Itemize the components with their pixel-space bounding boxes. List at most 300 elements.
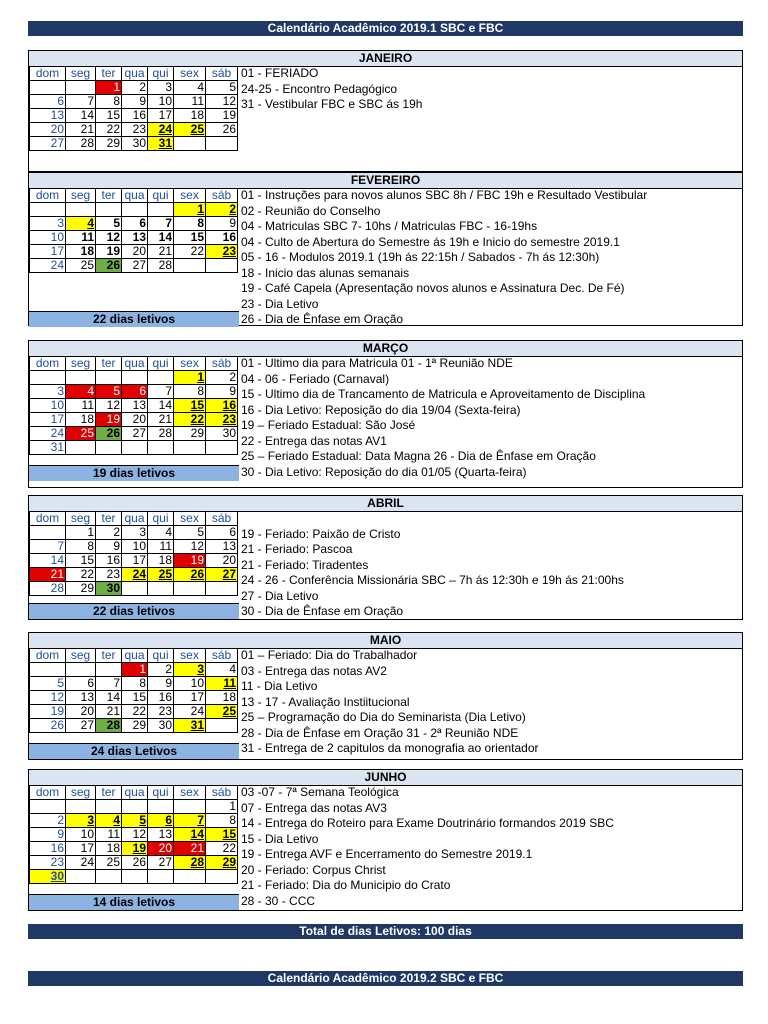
weekday-header: sáb [206, 649, 238, 663]
day-cell: 22 [206, 842, 238, 856]
empty-cell [66, 371, 96, 385]
day-cell: 18 [148, 554, 174, 568]
day-cell: 9 [30, 828, 66, 842]
week-row [30, 677, 238, 691]
week-row [30, 856, 238, 870]
day-cell: 29 [122, 719, 148, 733]
weekday-header: sex [174, 67, 206, 81]
day-cell: 5 [174, 526, 206, 540]
empty-cell [174, 137, 206, 151]
day-cell: 3 [30, 385, 66, 399]
empty-cell [148, 800, 174, 814]
day-cell: 28 [148, 427, 174, 441]
day-cell: 22 [174, 413, 206, 427]
day-cell: 11 [66, 231, 96, 245]
month-3 [28, 495, 743, 620]
day-cell: 8 [122, 677, 148, 691]
weekday-header: ter [96, 512, 122, 526]
day-cell: 11 [206, 677, 238, 691]
month-calendar-grid [29, 648, 238, 733]
day-cell: 24 [148, 123, 174, 137]
weekday-header: dom [30, 67, 66, 81]
day-cell: 5 [96, 217, 122, 231]
day-cell: 19 [96, 245, 122, 259]
weekday-header: sáb [206, 357, 238, 371]
day-cell: 9 [148, 677, 174, 691]
note-line: 03 - Entrega das notas AV2 [241, 663, 387, 678]
day-cell: 29 [206, 856, 238, 870]
week-row [30, 719, 238, 733]
day-cell: 6 [66, 677, 96, 691]
note-line: 19 - Feriado: Paixão de Cristo [241, 526, 401, 541]
weekday-header: sex [174, 189, 206, 203]
day-cell: 8 [66, 540, 96, 554]
month-notes [241, 356, 741, 480]
empty-cell [206, 137, 238, 151]
weekday-header: ter [96, 357, 122, 371]
note-line: 01 - FERIADO [241, 66, 319, 80]
day-cell: 5 [122, 814, 148, 828]
weekday-header: sex [174, 512, 206, 526]
day-cell: 30 [148, 719, 174, 733]
day-cell: 10 [174, 677, 206, 691]
day-cell: 15 [174, 231, 206, 245]
empty-cell [30, 81, 66, 95]
day-cell: 19 [122, 842, 148, 856]
note-line: 19 – Feriado Estadual: São José [241, 418, 416, 432]
day-cell: 17 [122, 554, 148, 568]
day-cell: 18 [66, 245, 96, 259]
month-name: MARÇO [29, 341, 742, 357]
month-notes [241, 648, 741, 757]
empty-cell [206, 870, 238, 884]
day-cell: 6 [148, 814, 174, 828]
day-cell: 1 [66, 526, 96, 540]
week-row [30, 800, 238, 814]
weekday-header: sáb [206, 786, 238, 800]
empty-cell [96, 371, 122, 385]
note-line: 22 - Entrega das notas AV1 [241, 433, 387, 448]
day-cell: 21 [148, 413, 174, 427]
weekday-header: qui [148, 189, 174, 203]
month-notes [241, 511, 741, 620]
calendar-title-2019-2: Calendário Acadêmico 2019.2 SBC e FBC [28, 971, 743, 986]
day-cell: 11 [96, 828, 122, 842]
day-cell: 16 [96, 554, 122, 568]
empty-cell [96, 441, 122, 455]
day-cell: 26 [174, 568, 206, 582]
day-cell: 30 [206, 427, 238, 441]
day-cell: 2 [206, 371, 238, 385]
day-cell: 27 [122, 259, 148, 273]
weekday-header: qua [122, 512, 148, 526]
note-line: 20 - Feriado: Corpus Christ [241, 862, 386, 877]
day-cell: 14 [174, 828, 206, 842]
day-cell: 10 [30, 399, 66, 413]
day-cell: 26 [30, 719, 66, 733]
day-cell: 17 [174, 691, 206, 705]
day-cell: 12 [30, 691, 66, 705]
week-row [30, 870, 238, 884]
month-calendar-grid [29, 785, 238, 884]
day-cell: 15 [96, 109, 122, 123]
empty-cell [30, 371, 66, 385]
weekday-header: ter [96, 67, 122, 81]
day-cell: 27 [122, 427, 148, 441]
note-line: 28 - Dia de Ênfase em Oração 31 - 2ª Reunião NDE [241, 725, 519, 740]
day-cell: 18 [96, 842, 122, 856]
day-cell: 24 [30, 427, 66, 441]
day-cell: 2 [122, 81, 148, 95]
day-cell: 22 [122, 705, 148, 719]
day-cell: 13 [148, 828, 174, 842]
day-cell: 28 [174, 856, 206, 870]
empty-cell [122, 441, 148, 455]
empty-cell [174, 800, 206, 814]
note-line: 23 - Dia Letivo [241, 296, 319, 311]
month-notes [241, 66, 741, 113]
note-line: 15 - Dia Letivo [241, 831, 319, 846]
month-name: JUNHO [29, 770, 742, 786]
day-cell: 2 [148, 663, 174, 677]
week-row [30, 95, 238, 109]
week-row [30, 81, 238, 95]
week-row [30, 582, 238, 596]
day-cell: 27 [148, 856, 174, 870]
day-cell: 15 [122, 691, 148, 705]
week-row [30, 568, 238, 582]
note-line: 21 - Feriado: Tiradentes [241, 557, 369, 572]
weekday-header: qua [122, 649, 148, 663]
day-cell: 12 [206, 95, 238, 109]
day-cell: 4 [148, 526, 174, 540]
day-cell: 12 [96, 231, 122, 245]
week-row [30, 203, 238, 217]
day-cell: 9 [122, 95, 148, 109]
week-row [30, 540, 238, 554]
weekday-header: sáb [206, 67, 238, 81]
weekday-header: ter [96, 786, 122, 800]
note-line: 31 - Vestibular FBC e SBC ás 19h [241, 97, 423, 111]
day-cell: 18 [206, 691, 238, 705]
note-line: 24-25 - Encontro Pedagógico [241, 81, 398, 96]
day-cell: 10 [66, 828, 96, 842]
day-cell: 1 [174, 371, 206, 385]
weekday-header: qui [148, 67, 174, 81]
weekday-header: qua [122, 357, 148, 371]
day-cell: 16 [30, 842, 66, 856]
day-cell: 13 [122, 399, 148, 413]
day-cell: 10 [122, 540, 148, 554]
day-cell: 23 [122, 123, 148, 137]
empty-cell [206, 441, 238, 455]
note-line: 01 - Instruções para novos alunos SBC 8h / FBC 19h e Resultado Vestibular [241, 188, 648, 202]
day-cell: 16 [206, 399, 238, 413]
empty-cell [30, 663, 66, 677]
day-cell: 7 [30, 540, 66, 554]
empty-cell [96, 663, 122, 677]
week-row [30, 554, 238, 568]
note-line: 21 - Feriado: Pascoa [241, 542, 353, 556]
empty-cell [66, 203, 96, 217]
day-cell: 29 [174, 427, 206, 441]
day-cell: 19 [206, 109, 238, 123]
note-line: 21 - Feriado: Dia do Municipio do Crato [241, 878, 451, 892]
day-cell: 2 [96, 526, 122, 540]
day-cell: 14 [66, 109, 96, 123]
day-cell: 16 [122, 109, 148, 123]
dias-letivos: 14 dias letivos [29, 894, 239, 910]
dias-letivos: 22 dias letivos [29, 603, 239, 619]
day-cell: 21 [174, 842, 206, 856]
day-cell: 5 [96, 385, 122, 399]
note-line: 02 - Reunião do Conselho [241, 203, 381, 218]
day-cell: 25 [66, 427, 96, 441]
day-cell: 26 [206, 123, 238, 137]
week-row [30, 109, 238, 123]
empty-cell [66, 81, 96, 95]
day-cell: 20 [30, 123, 66, 137]
month-1 [28, 172, 743, 326]
empty-cell [148, 582, 174, 596]
week-row [30, 441, 238, 455]
empty-cell [66, 441, 96, 455]
empty-cell [122, 800, 148, 814]
day-cell: 15 [174, 399, 206, 413]
weekday-header: seg [66, 512, 96, 526]
dias-letivos: 22 dias letivos [29, 311, 239, 327]
day-cell: 11 [66, 399, 96, 413]
day-cell: 11 [148, 540, 174, 554]
day-cell: 4 [66, 217, 96, 231]
day-cell: 22 [174, 245, 206, 259]
day-cell: 30 [96, 582, 122, 596]
note-line: 04 - 06 - Feriado (Carnaval) [241, 371, 390, 386]
weekday-header: ter [96, 649, 122, 663]
note-line: 30 - Dia de Ênfase em Oração [241, 604, 404, 618]
day-cell: 27 [30, 137, 66, 151]
day-cell: 19 [174, 554, 206, 568]
total-dias-letivos: Total de dias Letivos: 100 dias [28, 924, 743, 939]
empty-cell [206, 582, 238, 596]
day-cell: 4 [96, 814, 122, 828]
day-cell: 5 [30, 677, 66, 691]
week-row [30, 663, 238, 677]
day-cell: 23 [148, 705, 174, 719]
day-cell: 8 [174, 385, 206, 399]
empty-cell [206, 259, 238, 273]
empty-cell [174, 441, 206, 455]
day-cell: 26 [122, 856, 148, 870]
week-row [30, 842, 238, 856]
note-line: 26 - Dia de Ênfase em Oração [241, 312, 404, 326]
day-cell: 31 [174, 719, 206, 733]
day-cell: 29 [96, 137, 122, 151]
week-row [30, 217, 238, 231]
day-cell: 7 [96, 677, 122, 691]
day-cell: 19 [30, 705, 66, 719]
note-line: 14 - Entrega do Roteiro para Exame Doutrinário formandos 2019 SBC [241, 816, 614, 830]
day-cell: 2 [30, 814, 66, 828]
month-notes [241, 785, 741, 909]
month-4 [28, 632, 743, 760]
note-line: 19 - Café Capela (Apresentação novos alunos e Assinatura Dec. De Fé) [241, 281, 625, 295]
note-line: 03 -07 - 7ª Semana Teológica [241, 785, 399, 799]
empty-cell [174, 870, 206, 884]
empty-cell [96, 800, 122, 814]
day-cell: 20 [206, 554, 238, 568]
day-cell: 22 [66, 568, 96, 582]
day-cell: 7 [174, 814, 206, 828]
dias-letivos: 19 dias letivos [29, 465, 239, 481]
day-cell: 10 [148, 95, 174, 109]
day-cell: 17 [30, 245, 66, 259]
day-cell: 30 [122, 137, 148, 151]
day-cell: 5 [206, 81, 238, 95]
day-cell: 16 [148, 691, 174, 705]
empty-cell [148, 441, 174, 455]
empty-cell [148, 371, 174, 385]
weekday-header: seg [66, 649, 96, 663]
day-cell: 30 [30, 870, 66, 884]
note-line: 25 – Programação do Dia do Seminarista (Dia Letivo) [241, 710, 526, 724]
day-cell: 7 [148, 217, 174, 231]
weekday-header: qui [148, 649, 174, 663]
day-cell: 23 [96, 568, 122, 582]
day-cell: 24 [66, 856, 96, 870]
week-row [30, 137, 238, 151]
week-row [30, 231, 238, 245]
day-cell: 26 [96, 427, 122, 441]
month-calendar-grid [29, 511, 238, 596]
weekday-header: seg [66, 67, 96, 81]
note-line: 01 – Feriado: Dia do Trabalhador [241, 648, 418, 662]
weekday-header: sex [174, 786, 206, 800]
week-row [30, 371, 238, 385]
empty-cell [30, 800, 66, 814]
day-cell: 21 [148, 245, 174, 259]
day-cell: 12 [96, 399, 122, 413]
empty-cell [122, 203, 148, 217]
day-cell: 14 [148, 231, 174, 245]
day-cell: 9 [206, 217, 238, 231]
empty-cell [122, 870, 148, 884]
day-cell: 25 [66, 259, 96, 273]
day-cell: 28 [66, 137, 96, 151]
day-cell: 18 [66, 413, 96, 427]
day-cell: 20 [66, 705, 96, 719]
day-cell: 2 [206, 203, 238, 217]
day-cell: 8 [206, 814, 238, 828]
note-line: 28 - 30 - CCC [241, 893, 316, 908]
day-cell: 28 [30, 582, 66, 596]
note-line: 25 – Feriado Estadual: Data Magna 26 - Dia de Ênfase em Oração [241, 449, 596, 463]
weekday-header: dom [30, 512, 66, 526]
day-cell: 23 [206, 245, 238, 259]
day-cell: 21 [30, 568, 66, 582]
day-cell: 16 [206, 231, 238, 245]
empty-cell [66, 663, 96, 677]
day-cell: 26 [96, 259, 122, 273]
weekday-header: dom [30, 649, 66, 663]
day-cell: 20 [148, 842, 174, 856]
empty-cell [148, 870, 174, 884]
note-line: 01 - Ultimo dia para Matricula 01 - 1ª Reunião NDE [241, 356, 513, 370]
day-cell: 9 [206, 385, 238, 399]
month-name: FEVEREIRO [29, 173, 742, 189]
day-cell: 13 [206, 540, 238, 554]
week-row [30, 705, 238, 719]
day-cell: 22 [96, 123, 122, 137]
empty-cell [30, 203, 66, 217]
week-row [30, 828, 238, 842]
month-calendar-grid [29, 356, 238, 455]
day-cell: 23 [30, 856, 66, 870]
empty-cell [206, 719, 238, 733]
day-cell: 27 [66, 719, 96, 733]
week-row [30, 413, 238, 427]
note-line: 07 - Entrega das notas AV3 [241, 800, 387, 815]
month-0 [28, 50, 743, 172]
weekday-header: dom [30, 189, 66, 203]
day-cell: 31 [148, 137, 174, 151]
weekday-header: qui [148, 786, 174, 800]
day-cell: 20 [122, 413, 148, 427]
week-row [30, 427, 238, 441]
day-cell: 13 [30, 109, 66, 123]
day-cell: 3 [122, 526, 148, 540]
day-cell: 4 [174, 81, 206, 95]
day-cell: 8 [96, 95, 122, 109]
weekday-header: ter [96, 189, 122, 203]
month-notes [241, 188, 741, 328]
week-row [30, 385, 238, 399]
weekday-header: seg [66, 357, 96, 371]
day-cell: 10 [30, 231, 66, 245]
day-cell: 20 [122, 245, 148, 259]
day-cell: 3 [66, 814, 96, 828]
week-row [30, 259, 238, 273]
day-cell: 1 [174, 203, 206, 217]
week-row [30, 245, 238, 259]
day-cell: 11 [174, 95, 206, 109]
day-cell: 12 [122, 828, 148, 842]
day-cell: 13 [122, 231, 148, 245]
day-cell: 1 [206, 800, 238, 814]
note-line: 04 - Matriculas SBC 7- 10hs / Matriculas FBC - 16-19hs [241, 219, 538, 233]
day-cell: 23 [206, 413, 238, 427]
day-cell: 7 [148, 385, 174, 399]
weekday-header: seg [66, 189, 96, 203]
empty-cell [96, 203, 122, 217]
day-cell: 14 [30, 554, 66, 568]
empty-cell [174, 582, 206, 596]
weekday-header: sáb [206, 189, 238, 203]
empty-cell [148, 203, 174, 217]
empty-cell [66, 800, 96, 814]
day-cell: 21 [96, 705, 122, 719]
weekday-header: qui [148, 512, 174, 526]
month-calendar-grid [29, 66, 238, 151]
weekday-header: sex [174, 649, 206, 663]
note-line: 19 - Entrega AVF e Encerramento do Semestre 2019.1 [241, 847, 533, 861]
weekday-header: qua [122, 67, 148, 81]
month-5 [28, 769, 743, 911]
day-cell: 14 [96, 691, 122, 705]
note-line [241, 511, 741, 527]
note-line: 31 - Entrega de 2 capitulos da monografia ao orientador [241, 741, 539, 755]
note-line: 05 - 16 - Modulos 2019.1 (19h ás 22:15h / Sabados - 7h ás 12:30h) [241, 250, 600, 264]
